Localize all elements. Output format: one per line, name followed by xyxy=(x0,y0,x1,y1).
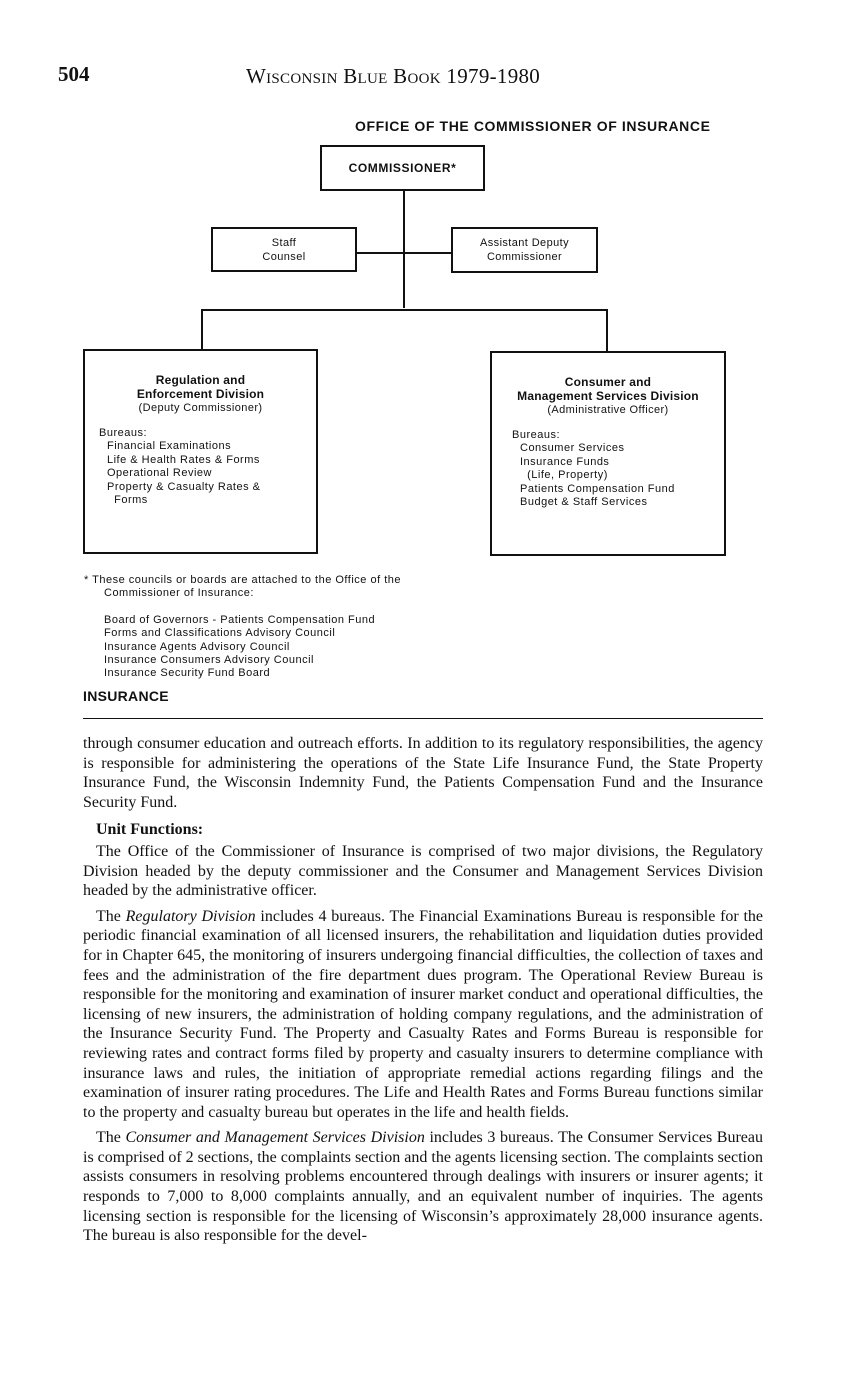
commissioner-box xyxy=(320,145,485,191)
paragraph-rest: includes 3 bureaus. The Consumer Services Bureau is comprised of 2 sections, the complaints section and the agents licensing section. The complaints section assists consumers in resolving problems encountered through dealings with insurers or insurer agents; it responds to 7,000 to 8,000 complaints annually, and an equivalent number of inquiries. The agents licensing section is responsible for the licensing of Wisconsin’s approximately 28,000 insurance agents. The bureau is also responsible for the devel- xyxy=(83,1129,764,1245)
list-item: Forms xyxy=(107,494,148,507)
list-item: Insurance Security Fund Board xyxy=(104,667,271,680)
assistant-deputy-box xyxy=(451,227,598,273)
consumer-bureau-list xyxy=(512,442,724,509)
paragraph xyxy=(83,907,763,1123)
chart-footnote xyxy=(84,574,401,681)
connector-cms-drop xyxy=(606,309,608,352)
list-item: Insurance Consumers Advisory Council xyxy=(104,654,314,667)
paragraph-rest: includes 4 bureaus. The Financial Examinations Bureau is responsible for the periodic financial examination of all licensed insurers, the rehabilitation and liquidation duties provided for in Chapter 645, the monitoring of insurers undergoing financial difficulties, the collection of taxes and fees and the administration of the fire department dues program. The Operational Review Bureau is responsible for the monitoring and examination of insurer market conduct and operational difficulties, the licensing of new insurers, the administration of holding company regulations, and the administration of the Insurance Security Fund. The Property and Casualty Rates and Forms Bureau is responsible for reviewing rates and contract forms filed by property and casualty insurers to determine compliance with insurance laws and rules, the initiation of appropriate remedial actions regarding filings and the examination of insurer rating procedures. The Life and Health Rates and Forms Bureau functions similar to the property and casualty bureau but operates in the life and health fields. xyxy=(83,907,764,1121)
list-item: Operational Review xyxy=(107,467,212,480)
consumer-division-box xyxy=(490,351,726,556)
body-text xyxy=(83,734,763,1246)
list-item: Property & Casualty Rates & xyxy=(107,480,261,493)
connector-vertical-main xyxy=(403,190,405,308)
consumer-division-term: Consumer and Management Services Division xyxy=(125,1129,425,1147)
staff-counsel-line-2: Counsel xyxy=(262,250,306,263)
list-item: Consumer Services xyxy=(520,442,625,455)
divider xyxy=(83,718,763,719)
paragraph: The Office of the Commissioner of Insurance is comprised of two major divisions, the Regulatory Division headed by the deputy commissioner and the Consumer and Management Services Division headed by the administrative officer. xyxy=(83,842,763,900)
unit-functions-heading: Unit Functions: xyxy=(96,821,204,839)
regulation-division-head: (Deputy Commissioner) xyxy=(138,402,263,414)
consumer-division-head: (Administrative Officer) xyxy=(547,404,669,416)
council-list xyxy=(84,614,401,681)
regulation-bureaus xyxy=(85,427,316,507)
consumer-bureaus-label: Bureaus: xyxy=(512,429,561,441)
connector-divisions-horizontal xyxy=(201,309,608,311)
list-item: Insurance Funds xyxy=(520,455,610,468)
footnote-lead-cont: Commissioner of Insurance: xyxy=(104,587,254,600)
list-item: Patients Compensation Fund xyxy=(520,482,675,495)
consumer-division-name-1: Consumer and xyxy=(564,375,652,389)
regulation-division-name-1: Regulation and xyxy=(155,373,246,387)
consumer-bureaus xyxy=(492,429,724,509)
list-item: Insurance Agents Advisory Council xyxy=(104,640,290,653)
regulation-division-name-2: Enforcement Division xyxy=(136,387,265,401)
list-item: Budget & Staff Services xyxy=(520,496,648,509)
connector-staff-adc xyxy=(356,252,452,254)
regulation-bureaus-label: Bureaus: xyxy=(99,427,148,439)
paragraph xyxy=(83,1128,763,1246)
list-item: Financial Examinations xyxy=(107,440,232,453)
assistant-deputy-line-1: Assistant Deputy xyxy=(480,237,569,249)
connector-reg-drop xyxy=(201,309,203,350)
staff-counsel-line-1: Staff xyxy=(271,236,297,249)
consumer-division-name-2: Management Services Division xyxy=(517,389,699,403)
paragraph: through consumer education and outreach efforts. In addition to its regulatory responsibilities, the agency is responsible for administering the operations of the State Life Insurance Fund, the State Property Insurance Fund, the Wisconsin Indemnity Fund, the Patients Compensation Fund and the Insurance Security Fund. xyxy=(83,735,763,811)
list-item: (Life, Property) xyxy=(520,469,608,482)
regulatory-division-term: Regulatory Division xyxy=(125,907,256,925)
chart-title: OFFICE OF THE COMMISSIONER OF INSURANCE xyxy=(355,118,711,134)
page-number: 504 xyxy=(58,62,90,86)
staff-counsel-box xyxy=(211,227,357,272)
commissioner-label: COMMISSIONER* xyxy=(348,161,457,175)
regulation-division-box xyxy=(83,349,318,554)
list-item: Board of Governors - Patients Compensation Fund xyxy=(104,613,376,626)
footnote-lead: * These councils or boards are attached to the Office of the xyxy=(84,574,401,586)
list-item: Life & Health Rates & Forms xyxy=(107,453,260,466)
paragraph-lead: The xyxy=(96,907,126,925)
running-head: Wisconsin Blue Book 1979-1980 xyxy=(246,64,541,88)
paragraph-lead: The xyxy=(96,1129,126,1147)
assistant-deputy-line-2: Commissioner xyxy=(486,251,563,263)
list-item: Forms and Classifications Advisory Council xyxy=(104,627,336,640)
section-label: INSURANCE xyxy=(83,688,169,704)
regulation-bureau-list xyxy=(99,440,316,507)
